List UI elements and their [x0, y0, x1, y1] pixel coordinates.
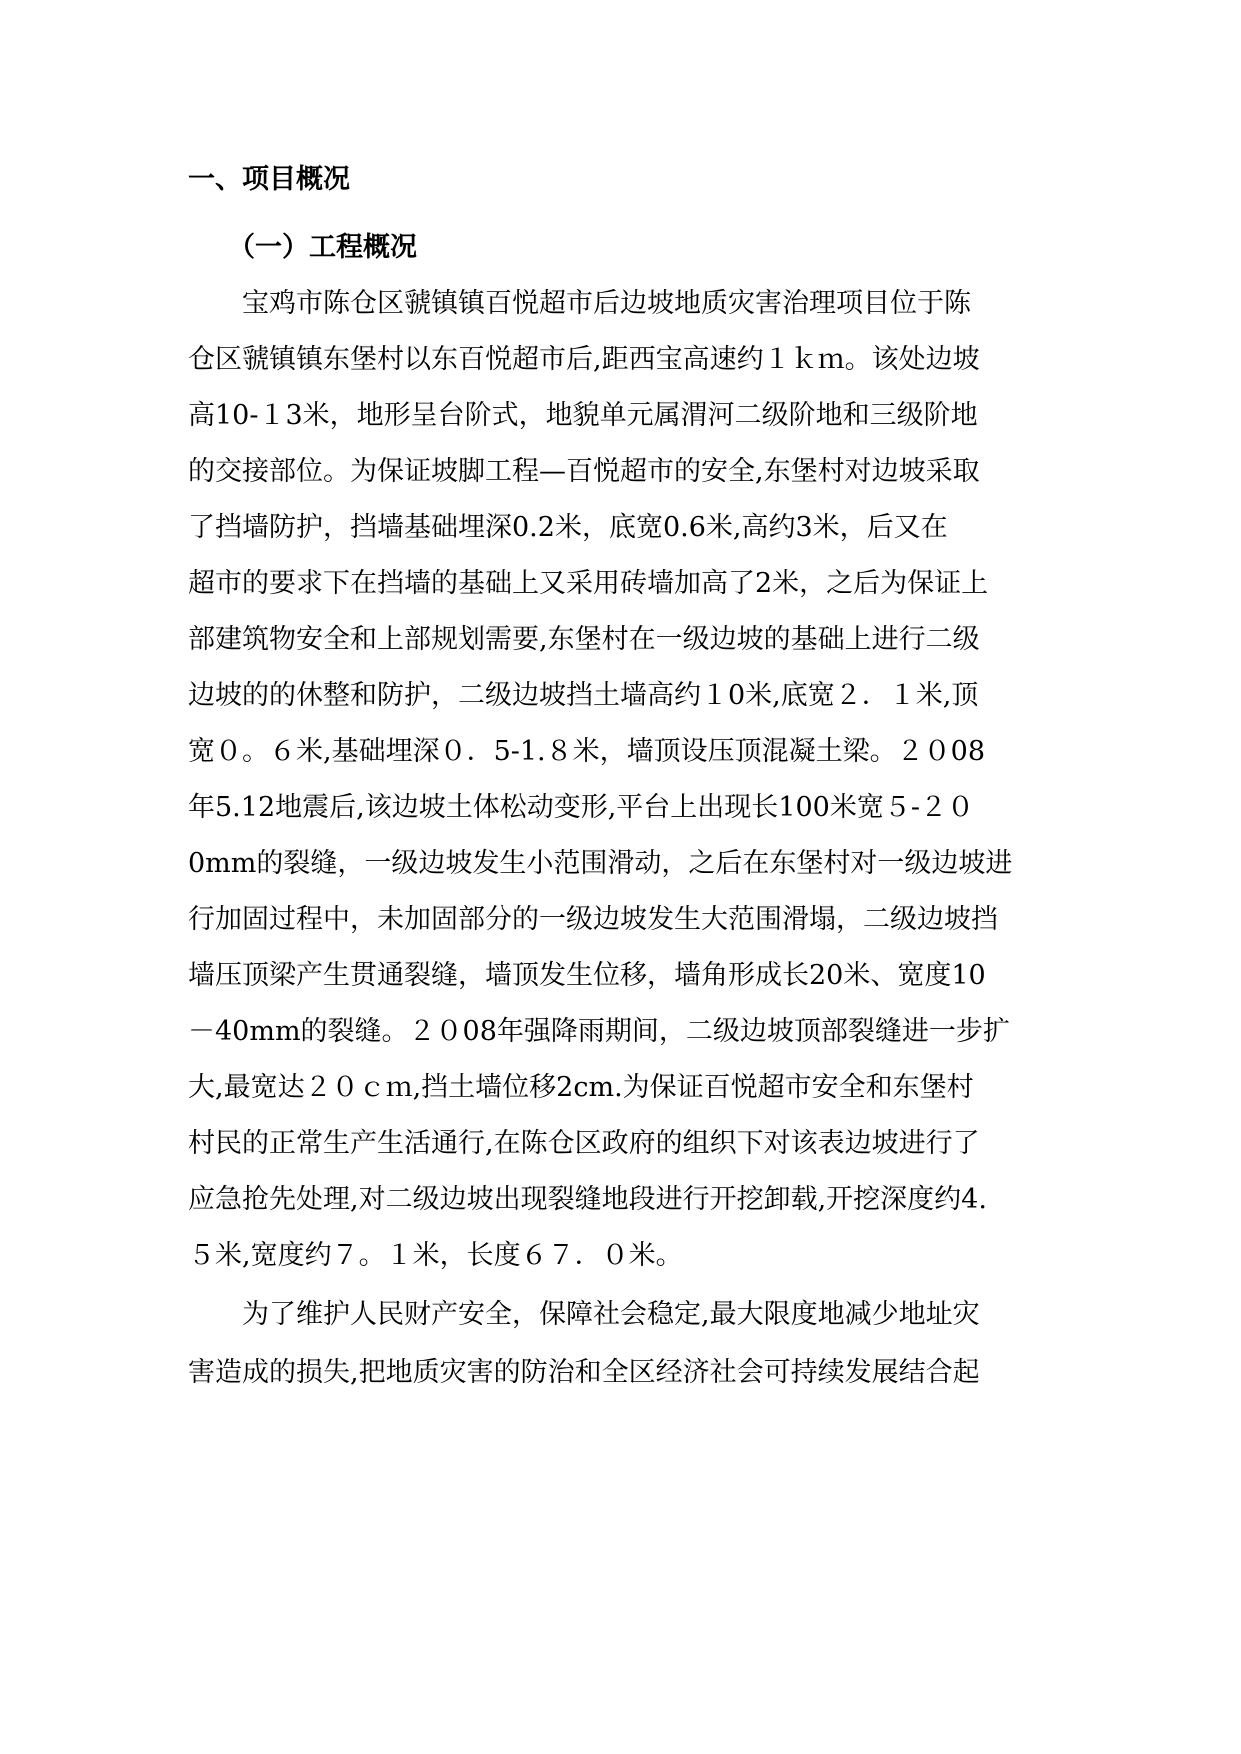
body-line: 宝鸡市陈仓区虢镇镇百悦超市后边坡地质灾害治理项目位于陈 [188, 288, 971, 319]
body-line: 的交接部位。为保证坡脚工程—百悦超市的安全,东堡村对边坡采取 [188, 456, 980, 487]
body-line: 部建筑物安全和上部规划需要,东堡村在一级边坡的基础上进行二级 [188, 624, 980, 655]
body-line: 行加固过程中，未加固部分的一级边坡发生大范围滑塌，二级边坡挡 [188, 904, 998, 935]
body-line: 村民的正常生产生活通行,在陈仓区政府的组织下对该表边坡进行了 [188, 1128, 980, 1159]
body-line: 墙压顶梁产生贯通裂缝，墙顶发生位移，墙角形成长20米、宽度10 [188, 960, 986, 991]
body-line: 年5.12地震后,该边坡土体松动变形,平台上出现长100米宽５-２０ [188, 792, 974, 823]
body-line: 为了维护人民财产安全，保障社会稳定,最大限度地减少地址灾 [188, 1299, 980, 1330]
body-line: 仓区虢镇镇东堡村以东百悦超市后,距西宝高速约１ｋｍ。该处边坡 [188, 344, 980, 375]
body-line: 应急抢先处理,对二级边坡出现裂缝地段进行开挖卸载,开挖深度约4. [188, 1184, 987, 1215]
body-line: ５米,宽度约７。１米，长度６７．０米。 [188, 1240, 683, 1271]
body-line: 害造成的损失,把地质灾害的防治和全区经济社会可持续发展结合起 [188, 1357, 980, 1388]
body-line: 0mm的裂缝，一级边坡发生小范围滑动，之后在东堡村对一级边坡进 [188, 848, 1013, 879]
body-line: 边坡的的休整和防护，二级边坡挡土墙高约１0米,底宽２．１米,顶 [188, 680, 979, 711]
body-line: 高10-１3米，地形呈台阶式，地貌单元属渭河二级阶地和三级阶地 [188, 400, 978, 431]
section-heading: 一、项目概况 [188, 164, 350, 195]
body-line: 大,最宽达２０ｃｍ,挡土墙位移2cm.为保证百悦超市安全和东堡村 [188, 1072, 974, 1103]
body-line: 超市的要求下在挡墙的基础上又采用砖墙加高了2米，之后为保证上 [188, 568, 989, 599]
body-line: 宽０。６米,基础埋深０．5-1.８米，墙顶设压顶混凝土梁。２０08 [188, 736, 985, 767]
body-line: －40mm的裂缝。２０08年强降雨期间，二级边坡顶部裂缝进一步扩 [188, 1016, 1010, 1047]
body-line: 了挡墙防护，挡墙基础埋深0.2米，底宽0.6米,高约3米，后又在 [188, 512, 948, 543]
subsection-heading: （一）工程概况 [228, 232, 417, 263]
